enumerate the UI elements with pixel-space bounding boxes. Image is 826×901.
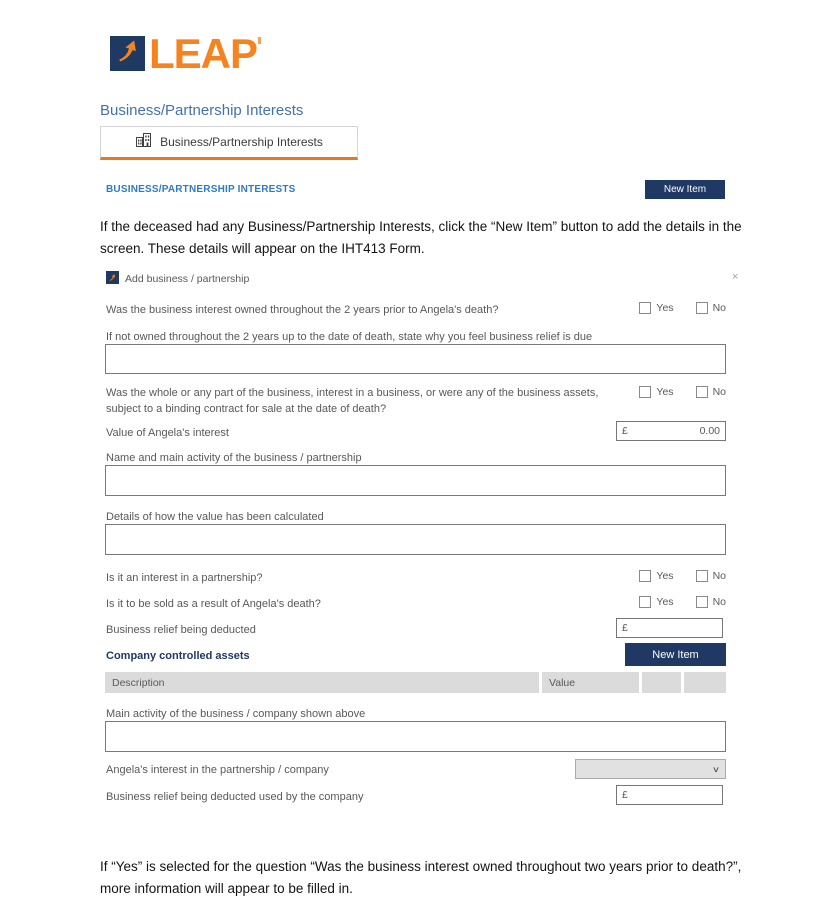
main-activity-company-label: Main activity of the business / company shown above [106,708,366,720]
partnership-interest-question: Is it an interest in a partnership? [106,572,263,584]
table-header-value: Value [542,672,639,693]
close-icon[interactable]: × [732,271,739,283]
company-assets-table-header [105,672,726,693]
business-relief-label: Business relief being deducted [106,624,256,636]
sold-result-death-yes-no [639,596,726,608]
value-calculated-textarea[interactable] [105,524,726,555]
business-relief-input[interactable] [616,618,723,638]
binding-contract-no-checkbox[interactable] [696,386,708,398]
no-label: No [712,386,726,398]
table-header-action2 [684,672,726,693]
leap-logo-text: LEAP [149,30,258,77]
value-of-interest-label: Value of Angela's interest [106,427,229,439]
sold-result-death-question: Is it to be sold as a result of Angela's death? [106,598,321,610]
section-label: BUSINESS/PARTNERSHIP INTERESTS [106,184,296,195]
owned-2yrs-yes-checkbox[interactable] [639,302,651,314]
yes-label: Yes [656,386,674,398]
table-header-description: Description [105,672,539,693]
outro-paragraph: If “Yes” is selected for the question “Was the business interest owned throughout two years prior to death?”, more information will appear to be filled in. [100,859,742,896]
company-assets-heading: Company controlled assets [106,650,250,662]
page-title: Business/Partnership Interests [100,102,304,119]
owned-2yrs-no-checkbox[interactable] [696,302,708,314]
main-activity-company-textarea[interactable] [105,721,726,752]
not-owned-reason-label: If not owned throughout the 2 years up to the date of death, state why you feel business relief is due [106,331,593,343]
tab-business-partnership-interests[interactable] [100,126,358,160]
currency-symbol: £ [622,622,628,634]
company-relief-input[interactable] [616,785,723,805]
leap-logo-mark [110,36,145,71]
interest-partnership-company-label: Angela's interest in the partnership / company [106,764,329,776]
table-header-action1 [642,672,681,693]
dialog-leap-icon [106,271,119,284]
dialog-title: Add business / partnership [125,273,250,285]
value-calculated-label: Details of how the value has been calculated [106,511,324,523]
new-item-button[interactable]: New Item [645,180,725,199]
value-of-interest-amount: 0.00 [699,425,720,437]
not-owned-reason-textarea[interactable] [105,344,726,374]
partnership-interest-yes-checkbox[interactable] [639,570,651,582]
tab-label: Business/Partnership Interests [160,135,323,149]
binding-contract-yes-no [639,386,726,398]
currency-symbol: £ [622,425,628,437]
leap-logo [110,30,261,77]
currency-symbol: £ [622,789,628,801]
leap-arrow-icon [114,37,142,70]
intro-paragraph: If the deceased had any Business/Partnership Interests, click the “New Item” button to add the details in the screen. These details will appear on the IHT413 Form. [100,219,742,256]
partnership-interest-yes-no [639,570,726,582]
name-activity-label: Name and main activity of the business / partnership [106,452,362,464]
owned-2yrs-yes-no [639,302,726,314]
no-label: No [712,570,726,582]
interest-partnership-company-select[interactable] [575,759,726,779]
chevron-down-icon: ∨ [711,764,721,774]
binding-contract-yes-checkbox[interactable] [639,386,651,398]
name-activity-textarea[interactable] [105,465,726,496]
sold-result-death-yes-checkbox[interactable] [639,596,651,608]
sold-result-death-no-checkbox[interactable] [696,596,708,608]
logo-tm-mark [258,37,261,44]
company-new-item-button[interactable]: New Item [625,643,726,666]
yes-label: Yes [656,302,674,314]
partnership-interest-no-checkbox[interactable] [696,570,708,582]
add-business-partnership-form [106,298,726,813]
yes-label: Yes [656,596,674,608]
no-label: No [712,302,726,314]
no-label: No [712,596,726,608]
yes-label: Yes [656,570,674,582]
binding-contract-question: Was the whole or any part of the business, interest in a business, or were any of the business assets, subject to a binding contract for sale at the date of death? [106,387,599,415]
buildings-icon [135,131,152,153]
company-relief-label: Business relief being deducted used by the company [106,791,364,803]
value-of-interest-input[interactable] [616,421,726,441]
owned-2yrs-question: Was the business interest owned throughout the 2 years prior to Angela's death? [106,304,499,316]
